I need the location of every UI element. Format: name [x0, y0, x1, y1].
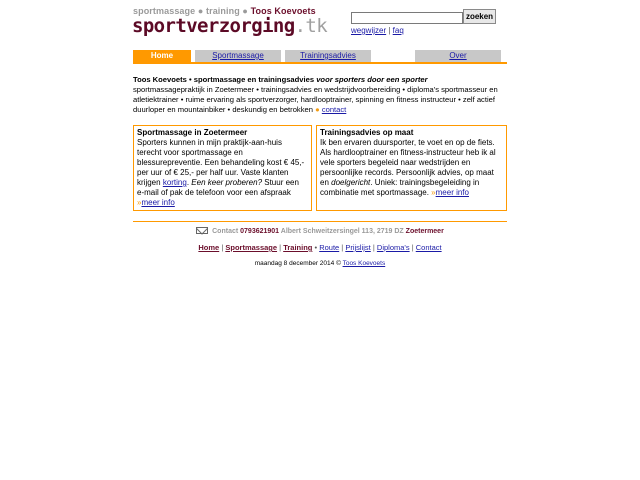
contact-phone: 0793621901 — [240, 228, 280, 235]
tab-trainingsadvies[interactable]: Trainingsadvies — [285, 50, 371, 62]
search-input[interactable] — [351, 12, 463, 24]
trainingsadvies-more-link[interactable]: meer info — [435, 188, 469, 197]
tagline-sportmassage: sportmassage — [133, 6, 196, 16]
arrow-icon: » — [137, 198, 142, 207]
box-trainingsadvies-text2: . Uniek: trainingsbegeleiding in combinatie met sportmassage. — [320, 178, 480, 197]
wegwijzer-link[interactable]: wegwijzer — [351, 26, 387, 35]
link-separator: | — [388, 26, 391, 35]
intro-text — [133, 75, 507, 115]
footer-link-training[interactable]: Training — [283, 243, 313, 252]
footer-sep: | — [279, 243, 282, 252]
main-nav — [133, 50, 507, 62]
site-logo[interactable] — [132, 15, 327, 37]
intro-contact-link[interactable]: contact — [321, 105, 347, 114]
intro-description: sportmassagepraktijk in Zoetermeer • trainingsadvies en wedstrijdvoorbereiding • diploma's sportmasseur en atletiektrainer • ruime ervaring als sportverzorger, hardlooptrainer, spinning en fitness instructeur • zelf actief duurloper en mountainbiker • deskundig en betrokken — [133, 85, 498, 114]
intro-headline: sportmassage en trainingsadvies — [193, 75, 315, 84]
korting-link[interactable]: korting — [162, 178, 187, 187]
footer-link-home[interactable]: Home — [198, 243, 220, 252]
tab-home[interactable]: Home — [133, 50, 191, 62]
footer-dot: • — [314, 243, 318, 252]
contact-bullet-icon: ● — [315, 105, 320, 114]
tab-sportmassage[interactable]: Sportmassage — [195, 50, 281, 62]
intro-headline-em: voor sporters door een sporter — [316, 75, 428, 84]
tagline-separator: ● — [197, 6, 204, 16]
box-sportmassage-em: Een keer proberen? — [191, 178, 263, 187]
footer-divider — [133, 221, 507, 222]
box-sportmassage-text2: Stuur een e-mail of pak de telefoon voor een afspraak — [137, 178, 299, 197]
faq-link[interactable]: faq — [392, 26, 404, 35]
tagline-name: Toos Koevoets — [250, 6, 316, 16]
footer-link-prijslijst[interactable]: Prijslijst — [345, 243, 371, 252]
footer-link-diplomas[interactable]: Diploma's — [376, 243, 410, 252]
tagline-training: training — [206, 6, 240, 16]
footer-sep: | — [411, 243, 414, 252]
footer-link-contact[interactable]: Contact — [415, 243, 442, 252]
tab-over[interactable]: Over — [415, 50, 501, 62]
footer-sep: | — [372, 243, 375, 252]
footer-sep: | — [341, 243, 344, 252]
logo-tld: .tk — [294, 15, 328, 37]
copyright-link[interactable]: Toos Koevoets — [342, 260, 386, 267]
footer-sep: | — [221, 243, 224, 252]
footer-copyright — [133, 260, 507, 267]
sportmassage-more-link[interactable]: meer info — [141, 198, 175, 207]
intro-bullet: • — [189, 75, 192, 84]
contact-address: Albert Schweitzersingel 113, 2719 DZ — [280, 228, 404, 235]
footer-link-route[interactable]: Route — [319, 243, 340, 252]
intro-name: Toos Koevoets — [133, 75, 187, 84]
box-sportmassage — [133, 125, 312, 211]
contact-city: Zoetermeer — [405, 228, 444, 235]
arrow-icon: » — [431, 188, 436, 197]
footer-contact — [133, 227, 507, 235]
footer-date: maandag 8 december 2014 © — [254, 260, 341, 267]
logo-main: sportverzorging — [132, 15, 295, 37]
box-sportmassage-text: Sporters kunnen in mijn praktijk-aan-huis terecht voor sportmassage en blessurepreventie. Een behandeling kost € 45,- per uur of € 25,- per half uur. Vaste klanten krijgen — [137, 138, 305, 187]
tagline-separator: ● — [242, 6, 248, 16]
contact-label: Contact — [212, 228, 239, 235]
box-trainingsadvies — [316, 125, 507, 211]
search-links — [351, 26, 404, 35]
nav-divider — [133, 62, 507, 64]
box-trainingsadvies-em: doelgericht — [331, 178, 371, 187]
search-button[interactable]: zoeken — [463, 9, 496, 24]
box-sportmassage-title: Sportmassage in Zoetermeer — [137, 128, 248, 137]
footer-link-sportmassage[interactable]: Sportmassage — [225, 243, 278, 252]
box-text-period: . — [186, 178, 190, 187]
mail-icon[interactable] — [196, 227, 208, 234]
footer-nav — [133, 243, 507, 252]
box-trainingsadvies-text: Ik ben ervaren duursporter, te voet en op de fiets. Als hardlooptrainer en fitness-instructeur heb ik al vele sporters begeleid naar wedstrijden en persoonlijke records. Persoonlijk advies, op maat en — [320, 138, 496, 187]
box-trainingsadvies-title: Trainingsadvies op maat — [320, 128, 414, 137]
